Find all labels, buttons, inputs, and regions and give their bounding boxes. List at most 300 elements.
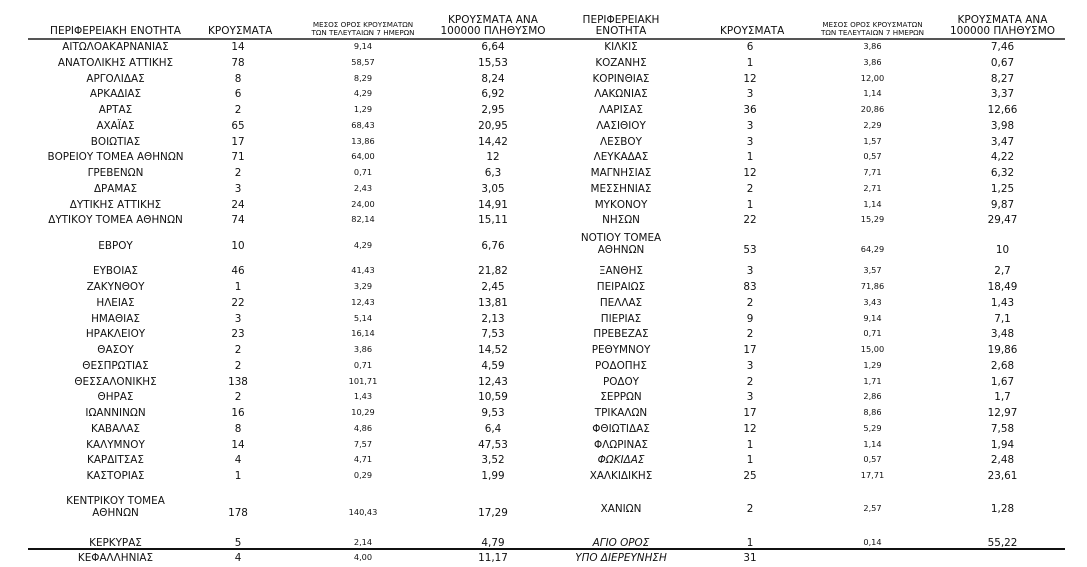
region-name-cell: ΒΟΡΕΙΟΥ ΤΟΜΕΑ ΑΘΗΝΩΝ xyxy=(47,151,184,164)
region-name-cell: ΧΑΛΚΙΔΙΚΗΣ xyxy=(589,470,653,482)
region-name-cell: ΧΑΝΙΩΝ xyxy=(600,503,642,516)
per100k-cell: 2,95 xyxy=(481,104,505,116)
per100k-cell: 7,1 xyxy=(994,312,1011,325)
table-row xyxy=(28,182,545,198)
table-row xyxy=(545,56,1065,72)
table-row xyxy=(545,485,1065,536)
per100k-cell: 14,52 xyxy=(478,344,508,356)
table-row xyxy=(545,229,1065,264)
region-name-cell: ΠΙΕΡΙΑΣ xyxy=(600,312,642,325)
per100k-cell: 12,97 xyxy=(987,407,1018,419)
per100k-cell: 21,82 xyxy=(478,265,508,278)
per100k-cell: 18,49 xyxy=(987,281,1018,293)
cases-cell: 3 xyxy=(234,182,242,195)
table-row xyxy=(28,264,545,280)
per100k-cell: 9,53 xyxy=(481,407,505,419)
region-name-cell: ΤΡΙΚΑΛΩΝ xyxy=(594,407,648,419)
per100k-cell: 3,52 xyxy=(481,454,505,467)
mean-7day-cell: 15,29 xyxy=(860,214,885,225)
mean-7day-cell: 140,43 xyxy=(348,507,378,518)
region-name-cell: ΓΡΕΒΕΝΩΝ xyxy=(87,167,144,179)
cases-cell: 178 xyxy=(228,507,248,520)
per100k-cell: 6,64 xyxy=(481,41,505,53)
mean-7day-cell: 10,29 xyxy=(351,407,375,417)
region-name-cell: ΜΥΚΟΝΟΥ xyxy=(594,198,648,211)
region-name-cell: ΑΧΑΪΑΣ xyxy=(96,119,135,132)
region-name-cell: ΡΟΔΟΠΗΣ xyxy=(595,359,647,372)
table-row xyxy=(545,103,1065,119)
region-name-cell: ΕΥΒΟΙΑΣ xyxy=(93,265,138,278)
cases-cell: 2 xyxy=(746,182,754,195)
mean-7day-cell: 1,71 xyxy=(863,375,882,386)
per100k-cell: 1,67 xyxy=(990,375,1015,388)
table-header xyxy=(28,10,545,38)
cases-cell: 24 xyxy=(231,198,245,211)
region-name-cell: ΔΥΤΙΚΗΣ ΑΤΤΙΚΗΣ xyxy=(69,198,162,211)
mean-7day-cell: 1,43 xyxy=(353,391,373,402)
table-row xyxy=(545,182,1065,198)
cases-cell: 4 xyxy=(234,552,242,565)
mean-7day-cell: 5,29 xyxy=(863,422,882,433)
mean-7day-cell: 1,14 xyxy=(863,88,882,99)
mean-7day-cell: 0,71 xyxy=(353,167,373,177)
header-mean: ΜΕΣΟΣ ΟΡΟΣ ΚΡΟΥΣΜΑΤΩΝ ΤΩΝ ΤΕΛΕΥΤΑΙΩΝ 7 ΗΜΕΡΩΝ xyxy=(311,20,415,37)
mean-7day-cell: 68,43 xyxy=(351,119,375,130)
header-mean: ΜΕΣΟΣ ΟΡΟΣ ΚΡΟΥΣΜΑΤΩΝ ΤΩΝ ΤΕΛΕΥΤΑΙΩΝ 7 ΗΜΕΡΩΝ xyxy=(820,20,925,37)
region-name-cell: ΛΕΥΚΑΔΑΣ xyxy=(593,151,649,164)
per100k-cell: 1,28 xyxy=(990,503,1015,516)
table-row xyxy=(545,359,1065,375)
per100k-cell: 1,7 xyxy=(994,391,1011,404)
table-row xyxy=(28,150,545,166)
region-name-cell: ΕΒΡΟΥ xyxy=(98,239,133,252)
bottom-rule xyxy=(545,548,1065,550)
region-name-cell: ΡΕΘΥΜΝΟΥ xyxy=(591,344,651,356)
region-name-cell: ΘΑΣΟΥ xyxy=(97,344,134,356)
per100k-cell: 29,47 xyxy=(987,214,1018,227)
region-name-cell: ΖΑΚΥΝΘΟΥ xyxy=(86,281,145,293)
cases-cell: 2 xyxy=(234,391,242,404)
table-row xyxy=(545,264,1065,280)
cases-cell: 3 xyxy=(234,312,242,325)
header-region: ΠΕΡΙΦΕΡΕΙΑΚΗ ΕΝΟΤΗΤΑ xyxy=(50,25,181,37)
per100k-cell: 1,43 xyxy=(990,296,1015,309)
cases-cell: 3 xyxy=(746,359,754,372)
mean-7day-cell: 4,00 xyxy=(353,552,373,563)
table-row xyxy=(545,406,1065,422)
region-name-cell: ΦΩΚΙΔΑΣ xyxy=(597,454,645,467)
mean-7day-cell: 41,43 xyxy=(351,265,375,276)
region-name-cell: ΙΩΑΝΝΙΝΩΝ xyxy=(85,407,146,419)
per100k-cell: 6,4 xyxy=(484,422,502,435)
per100k-cell: 1,99 xyxy=(481,470,505,482)
per100k-cell: 20,95 xyxy=(478,119,508,132)
region-name-cell: ΛΑΣΙΘΙΟΥ xyxy=(596,119,646,132)
cases-cell: 1 xyxy=(746,56,754,69)
table-row xyxy=(28,359,545,375)
per100k-cell: 2,7 xyxy=(994,265,1011,278)
cases-cell: 10 xyxy=(231,239,245,252)
table-row xyxy=(545,280,1065,296)
region-name-cell: ΘΗΡΑΣ xyxy=(97,391,134,404)
mean-7day-cell: 3,57 xyxy=(863,265,882,276)
cases-cell: 65 xyxy=(231,119,245,132)
per100k-cell: 2,48 xyxy=(990,454,1015,467)
per100k-cell: 0,67 xyxy=(990,56,1015,69)
mean-7day-cell: 101,71 xyxy=(348,375,378,386)
table-row xyxy=(545,198,1065,214)
per100k-cell: 6,92 xyxy=(481,88,505,101)
per100k-cell: 8,24 xyxy=(481,72,505,85)
per100k-cell: 19,86 xyxy=(987,344,1018,356)
table-row xyxy=(545,327,1065,343)
cases-cell: 3 xyxy=(746,119,754,132)
mean-7day-cell: 0,57 xyxy=(863,151,882,162)
per100k-cell: 47,53 xyxy=(478,438,508,451)
region-name-cell: ΚΟΡΙΝΘΙΑΣ xyxy=(592,72,650,85)
cases-cell: 31 xyxy=(743,552,757,565)
mean-7day-cell: 0,71 xyxy=(863,328,882,339)
table-row xyxy=(545,213,1065,229)
table-row xyxy=(545,166,1065,182)
region-name-cell: ΥΠΟ ΔΙΕΡΕΥΝΗΣΗ xyxy=(575,552,667,565)
per100k-cell: 9,87 xyxy=(990,198,1015,211)
table-row xyxy=(28,327,545,343)
table-row xyxy=(28,469,545,485)
table-row xyxy=(545,296,1065,312)
mean-7day-cell: 3,86 xyxy=(353,344,373,354)
per100k-cell: 7,58 xyxy=(990,422,1015,435)
region-name-cell: ΞΑΝΘΗΣ xyxy=(598,265,643,278)
header-cases: ΚΡΟΥΣΜΑΤΑ xyxy=(720,25,785,37)
region-name-cell: ΔΥΤΙΚΟΥ ΤΟΜΕΑ ΑΘΗΝΩΝ xyxy=(48,214,183,227)
cases-cell: 1 xyxy=(234,281,242,293)
mean-7day-cell: 3,43 xyxy=(863,296,882,307)
table-row xyxy=(545,343,1065,359)
table-row xyxy=(28,198,545,214)
region-name-cell: ΚΑΡΔΙΤΣΑΣ xyxy=(87,454,144,467)
per100k-cell: 2,68 xyxy=(990,359,1015,372)
cases-cell: 53 xyxy=(743,243,757,256)
region-name-cell: ΛΕΣΒΟΥ xyxy=(600,135,642,148)
region-name-cell: ΑΡΓΟΛΙΔΑΣ xyxy=(86,72,145,85)
cases-cell: 1 xyxy=(746,454,754,467)
mean-7day-cell: 64,29 xyxy=(860,243,885,254)
cases-cell: 16 xyxy=(231,407,245,419)
table-row xyxy=(28,453,545,469)
table-row xyxy=(28,56,545,72)
table-row xyxy=(28,375,545,391)
cases-cell: 2 xyxy=(234,344,242,356)
table-row xyxy=(545,438,1065,454)
header-per100k: ΚΡΟΥΣΜΑΤΑ ΑΝΑ 100000 ΠΛΗΘΥΣΜΟ xyxy=(440,14,546,37)
per100k-cell: 4,59 xyxy=(481,359,505,372)
mean-7day-cell: 16,14 xyxy=(351,328,375,339)
per100k-cell: 7,53 xyxy=(481,328,505,341)
cases-cell: 6 xyxy=(746,41,754,53)
table-row xyxy=(545,87,1065,103)
per100k-cell: 3,37 xyxy=(990,88,1015,101)
mean-7day-cell: 12,43 xyxy=(351,296,375,307)
cases-cell: 8 xyxy=(234,422,242,435)
per100k-cell: 14,42 xyxy=(478,135,508,148)
cases-cell: 2 xyxy=(234,104,242,116)
region-name-cell: ΦΘΙΩΤΙΔΑΣ xyxy=(592,422,650,435)
region-name-cell: ΠΡΕΒΕΖΑΣ xyxy=(593,328,649,341)
header-cases: ΚΡΟΥΣΜΑΤΑ xyxy=(208,25,273,37)
mean-7day-cell: 1,14 xyxy=(863,198,882,209)
region-name-cell: ΛΑΚΩΝΙΑΣ xyxy=(594,88,648,101)
region-name-cell: ΗΜΑΘΙΑΣ xyxy=(91,312,140,325)
table-row xyxy=(545,312,1065,328)
mean-7day-cell: 1,29 xyxy=(863,359,882,370)
mean-7day-cell: 2,86 xyxy=(863,391,882,402)
region-name-cell: ΚΙΛΚΙΣ xyxy=(604,41,638,53)
per100k-cell: 3,47 xyxy=(990,135,1015,148)
mean-7day-cell: 7,57 xyxy=(353,438,373,449)
per100k-cell: 15,11 xyxy=(478,214,508,227)
cases-cell: 1 xyxy=(746,536,754,549)
region-name-cell: ΝΗΣΩΝ xyxy=(602,214,640,227)
region-name-cell: ΑΙΤΩΛΟΑΚΑΡΝΑΝΙΑΣ xyxy=(62,41,169,53)
table-row xyxy=(28,72,545,88)
region-name-cell: ΚΑΛΥΜΝΟΥ xyxy=(86,438,145,451)
per100k-cell: 12,66 xyxy=(987,104,1018,116)
cases-cell: 3 xyxy=(746,88,754,101)
region-name-cell: ΜΕΣΣΗΝΙΑΣ xyxy=(590,182,652,195)
bottom-rule xyxy=(28,548,545,550)
mean-7day-cell: 24,00 xyxy=(351,198,375,209)
region-name-cell: ΑΡΚΑΔΙΑΣ xyxy=(89,88,142,101)
header-per100k: ΚΡΟΥΣΜΑΤΑ ΑΝΑ 100000 ΠΛΗΘΥΣΜΟ xyxy=(949,14,1056,37)
region-name-cell: ΚΑΣΤΟΡΙΑΣ xyxy=(86,470,145,482)
cases-cell: 2 xyxy=(746,503,754,516)
per100k-cell: 12,43 xyxy=(478,375,508,388)
cases-cell: 1 xyxy=(746,151,754,164)
per100k-cell: 8,27 xyxy=(990,72,1015,85)
per100k-cell: 3,98 xyxy=(990,119,1015,132)
table-row xyxy=(28,485,545,536)
cases-cell: 3 xyxy=(746,265,754,278)
table-header xyxy=(545,10,1065,38)
region-name-cell: ΑΝΑΤΟΛΙΚΗΣ ΑΤΤΙΚΗΣ xyxy=(57,56,174,69)
mean-7day-cell: 7,71 xyxy=(863,167,882,177)
table-row xyxy=(28,343,545,359)
table-row xyxy=(28,406,545,422)
per100k-cell: 2,13 xyxy=(481,312,505,325)
per100k-cell: 1,94 xyxy=(990,438,1015,451)
cases-cell: 17 xyxy=(743,407,757,419)
per100k-cell: 15,53 xyxy=(478,56,508,69)
mean-7day-cell: 4,86 xyxy=(353,422,373,433)
region-name-cell: ΔΡΑΜΑΣ xyxy=(93,182,138,195)
table-row xyxy=(28,103,545,119)
region-name-cell: ΗΡΑΚΛΕΙΟΥ xyxy=(85,328,146,341)
mean-7day-cell: 58,57 xyxy=(351,56,375,67)
mean-7day-cell: 2,71 xyxy=(863,182,882,193)
cases-cell: 2 xyxy=(746,375,754,388)
cases-cell: 2 xyxy=(746,328,754,341)
table-row xyxy=(545,422,1065,438)
per100k-cell: 12 xyxy=(486,151,500,164)
mean-7day-cell: 2,43 xyxy=(353,182,373,193)
table-row xyxy=(545,150,1065,166)
table-row xyxy=(545,375,1065,391)
mean-7day-cell: 8,86 xyxy=(863,407,882,417)
region-name-cell: ΦΛΩΡΙΝΑΣ xyxy=(593,438,648,451)
mean-7day-cell: 8,29 xyxy=(353,72,373,83)
mean-7day-cell: 15,00 xyxy=(860,344,885,354)
region-name-cell: ΜΑΓΝΗΣΙΑΣ xyxy=(590,167,652,179)
cases-cell: 2 xyxy=(234,359,242,372)
table-row xyxy=(28,229,545,264)
per100k-cell: 3,48 xyxy=(990,328,1015,341)
region-name-cell: ΚΑΒΑΛΑΣ xyxy=(91,422,140,435)
mean-7day-cell: 4,29 xyxy=(353,88,373,99)
mean-7day-cell: 1,29 xyxy=(353,104,373,114)
per100k-cell: 4,79 xyxy=(481,536,505,549)
cases-cell: 138 xyxy=(228,375,248,388)
table-row xyxy=(545,40,1065,56)
cases-cell: 2 xyxy=(746,296,754,309)
mean-7day-cell: 5,14 xyxy=(353,312,373,323)
table-row xyxy=(28,296,545,312)
table-row xyxy=(28,166,545,182)
cases-cell: 4 xyxy=(234,454,242,467)
cases-cell: 3 xyxy=(746,135,754,148)
mean-7day-cell: 9,14 xyxy=(353,41,373,51)
table-row xyxy=(545,469,1065,485)
cases-cell: 23 xyxy=(231,328,245,341)
region-name-cell: ΒΟΙΩΤΙΑΣ xyxy=(90,135,141,148)
region-name-cell: ΚΕΝΤΡΙΚΟΥ ΤΟΜΕΑ ΑΘΗΝΩΝ xyxy=(66,495,165,520)
mean-7day-cell: 3,86 xyxy=(863,41,882,51)
cases-cell: 1 xyxy=(234,470,242,482)
table-row xyxy=(28,438,545,454)
region-name-cell: ΛΑΡΙΣΑΣ xyxy=(599,104,643,116)
cases-cell: 36 xyxy=(743,104,757,116)
cases-cell: 12 xyxy=(743,167,757,179)
cases-cell: 25 xyxy=(743,470,757,482)
mean-7day-cell: 17,71 xyxy=(860,470,885,480)
cases-cell: 22 xyxy=(743,214,757,227)
region-name-cell: ΚΟΖΑΝΗΣ xyxy=(595,56,647,69)
per100k-cell: 1,25 xyxy=(990,182,1015,195)
table-row xyxy=(28,312,545,328)
per100k-cell: 13,81 xyxy=(478,296,508,309)
region-name-cell: ΘΕΣΣΑΛΟΝΙΚΗΣ xyxy=(74,375,157,388)
mean-7day-cell: 13,86 xyxy=(351,135,375,146)
per100k-cell: 6,3 xyxy=(484,167,502,179)
mean-7day-cell: 2,57 xyxy=(863,503,882,514)
cases-cell: 12 xyxy=(743,72,757,85)
table-row xyxy=(28,135,545,151)
cases-cell: 9 xyxy=(746,312,754,325)
cases-cell: 3 xyxy=(746,391,754,404)
mean-7day-cell: 0,29 xyxy=(353,470,373,480)
cases-cell: 14 xyxy=(231,41,245,53)
per100k-cell: 11,17 xyxy=(478,552,508,565)
mean-7day-cell: 71,86 xyxy=(860,281,885,291)
cases-cell: 12 xyxy=(743,422,757,435)
cases-cell: 17 xyxy=(743,344,757,356)
cases-cell: 1 xyxy=(746,438,754,451)
table-row xyxy=(28,213,545,229)
cases-cell: 74 xyxy=(231,214,245,227)
region-name-cell: ΠΕΙΡΑΙΩΣ xyxy=(596,281,646,293)
table-row xyxy=(28,40,545,56)
mean-7day-cell: 20,86 xyxy=(860,104,885,114)
cases-cell: 83 xyxy=(743,281,757,293)
per100k-cell: 10 xyxy=(995,243,1010,256)
mean-7day-cell: 82,14 xyxy=(351,214,375,225)
table-row xyxy=(28,280,545,296)
mean-7day-cell: 64,00 xyxy=(351,151,375,162)
region-name-cell: ΝΟΤΙΟΥ ΤΟΜΕΑ ΑΘΗΝΩΝ xyxy=(580,231,662,256)
table-row xyxy=(545,72,1065,88)
mean-7day-cell: 2,29 xyxy=(863,119,882,130)
region-name-cell: ΚΕΡΚΥΡΑΣ xyxy=(89,536,142,549)
table-row xyxy=(28,87,545,103)
per100k-cell: 4,22 xyxy=(990,151,1015,164)
cases-cell: 14 xyxy=(231,438,245,451)
cases-cell: 1 xyxy=(746,198,754,211)
per100k-cell: 2,45 xyxy=(481,281,505,293)
table-row xyxy=(545,135,1065,151)
cases-cell: 8 xyxy=(234,72,242,85)
mean-7day-cell: 9,14 xyxy=(863,312,882,323)
cases-cell: 6 xyxy=(234,88,242,101)
per100k-cell: 3,05 xyxy=(481,182,505,195)
region-name-cell: ΣΕΡΡΩΝ xyxy=(600,391,642,404)
table-row xyxy=(28,390,545,406)
mean-7day-cell: 1,14 xyxy=(863,438,882,449)
per100k-cell: 17,29 xyxy=(478,507,508,520)
mean-7day-cell: 4,29 xyxy=(353,239,373,250)
per100k-cell: 6,32 xyxy=(990,167,1015,179)
per100k-cell: 10,59 xyxy=(478,391,508,404)
region-name-cell: ΗΛΕΙΑΣ xyxy=(96,296,135,309)
region-name-cell: ΑΓΙΟ ΟΡΟΣ xyxy=(592,536,650,549)
cases-cell: 17 xyxy=(231,135,245,148)
per100k-cell: 23,61 xyxy=(987,470,1018,482)
mean-7day-cell: 2,14 xyxy=(353,536,373,547)
per100k-cell: 14,91 xyxy=(478,198,508,211)
mean-7day-cell: 3,86 xyxy=(863,56,882,67)
mean-7day-cell: 0,14 xyxy=(863,536,882,547)
per100k-cell: 6,76 xyxy=(481,239,505,252)
cases-cell: 46 xyxy=(231,265,245,278)
region-name-cell: ΚΕΦΑΛΛΗΝΙΑΣ xyxy=(77,552,154,565)
table-row xyxy=(28,119,545,135)
region-name-cell: ΡΟΔΟΥ xyxy=(602,375,640,388)
mean-7day-cell: 0,71 xyxy=(353,359,373,370)
per100k-cell: 55,22 xyxy=(987,536,1018,549)
per100k-cell: 7,46 xyxy=(990,41,1015,53)
mean-7day-cell: 12,00 xyxy=(860,72,885,83)
table-row xyxy=(545,390,1065,406)
mean-7day-cell: 4,71 xyxy=(353,454,373,465)
mean-7day-cell: 3,29 xyxy=(353,281,373,291)
region-name-cell: ΑΡΤΑΣ xyxy=(98,104,133,116)
mean-7day-cell: 1,57 xyxy=(863,135,882,146)
cases-cell: 2 xyxy=(234,167,242,179)
header-region: ΠΕΡΙΦΕΡΕΙΑΚΗ ΕΝΟΤΗΤΑ xyxy=(582,14,660,37)
cases-cell: 5 xyxy=(234,536,242,549)
table-row xyxy=(545,119,1065,135)
region-name-cell: ΘΕΣΠΡΩΤΙΑΣ xyxy=(82,359,149,372)
cases-cell: 71 xyxy=(231,151,245,164)
